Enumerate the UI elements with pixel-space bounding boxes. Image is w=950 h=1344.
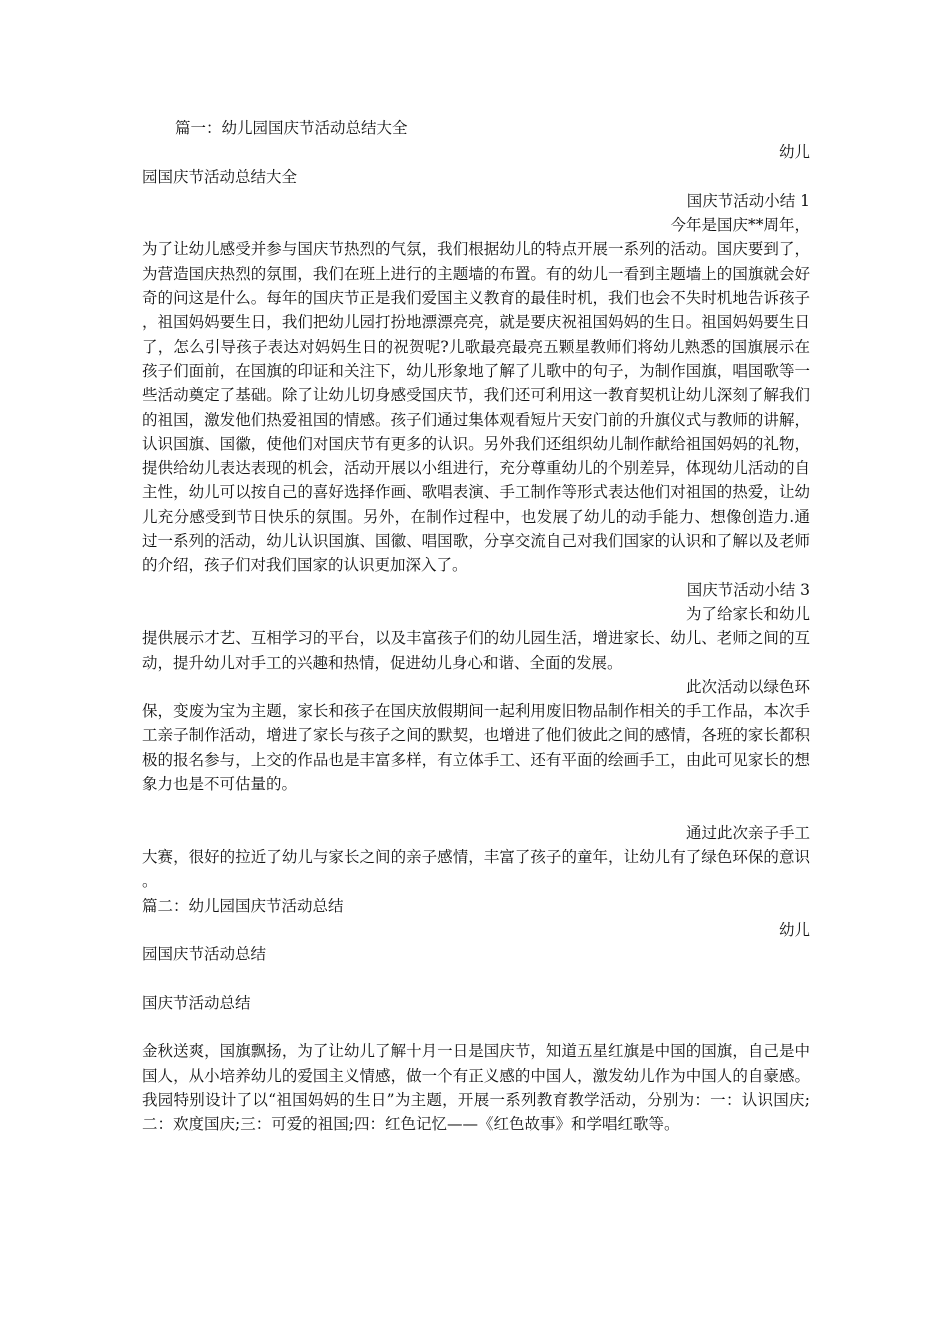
article-two-heading-part1: 幼儿 (778, 920, 810, 939)
summary-three-lead: 为了给家长和幼儿 (685, 604, 810, 623)
summary-one-heading: 国庆节活动小结 1 (686, 191, 810, 210)
document-page (142, 116, 810, 1136)
conclusion-paragraph-body: 大赛，很好的拉近了幼儿与家长之间的亲子感情，丰富了孩子的童年，让幼儿有了绿色环保的意识。 (142, 847, 810, 891)
blank-line (142, 1015, 810, 1039)
article-one-heading-part1: 幼儿 (778, 143, 810, 162)
article-one-title: 篇一：幼儿园国庆节活动总结大全 (175, 119, 408, 137)
article-one-heading-part2: 园国庆节活动总结大全 (142, 167, 298, 186)
summary-one-lead: 今年是国庆**周年， (670, 216, 810, 235)
article-two-subheading: 国庆节活动总结 (142, 993, 251, 1012)
article-two-title: 篇二：幼儿园国庆节活动总结 (142, 896, 344, 915)
article-two-heading-part2: 园国庆节活动总结 (142, 945, 267, 964)
blank-line (142, 966, 810, 990)
summary-three-body: 提供展示才艺、互相学习的平台，以及丰富孩子们的幼儿园生活，增进家长、幼儿、老师之间的互动，提升幼儿对手工的兴趣和热情，促进幼儿身心和谐、全面的发展。 (142, 629, 810, 672)
article-two-body: 金秋送爽，国旗飘扬，为了让幼儿了解十月一日是国庆节，知道五星红旗是中国的国旗，自己是中国人，从小培养幼儿的爱国主义情感，做一个有正义感的中国人，激发幼儿作为中国人的自豪感。我园特别设计了以“祖国妈妈的生日”为主题，开展一系列教育教学活动，分别为：一：认识国庆;二：欢度国庆;三：可爱的祖国;四：红色记忆——《红色故事》和学唱红歌等。 (142, 1042, 810, 1134)
summary-one-body: 为了让幼儿感受并参与国庆节热烈的气氛，我们根据幼儿的特点开展一系列的活动。国庆要到了，为营造国庆热烈的氛围，我们在班上进行的主题墙的布置。有的幼儿一看到主题墙上的国旗就会好奇的问这是什么。每年的国庆节正是我们爱国主义教育的最佳时机，我们也会不失时机地告诉孩子，祖国妈妈要生日，我们把幼儿园打扮地漂漂亮亮，就是要庆祝祖国妈妈的生日。祖国妈妈要生日了，怎么引导孩子表达对妈妈生日的祝贺呢?儿歌最亮最亮五颗星教师们将幼儿熟悉的国旗展示在孩子们面前，在国旗的印证和关注下，幼儿形象地了解了儿歌中的句子，为制作国旗，唱国歌等一些活动奠定了基础。除了让幼儿切身感受国庆节，我们还可利用这一教育契机让幼儿深刻了解我们的祖国，激发他们热爱祖国的情感。孩子们通过集体观看短片天安门前的升旗仪式与教师的讲解，认识国旗、国徽，使他们对国庆节有更多的认识。另外我们还组织幼儿制作献给祖国妈妈的礼物，提供给幼儿表达表现的机会，活动开展以小组进行，充分尊重幼儿的个别差异，体现幼儿活动的自主性，幼儿可以按自己的喜好选择作画、歌唱表演、手工制作等形式表达他们对祖国的热爱，让幼儿充分感受到节日快乐的氛围。另外，在制作过程中，也发展了幼儿的动手能力、想像创造力.通过一系列的活动，幼儿认识国旗、国徽、唱国歌，分享交流自己对我们国家的认识和了解以及老师的介绍，孩子们对我们国家的认识更加深入了。 (142, 240, 810, 575)
conclusion-paragraph-lead: 通过此次亲子手工 (685, 823, 810, 842)
theme-paragraph-lead: 此次活动以绿色环 (685, 677, 810, 696)
blank-line (142, 796, 810, 820)
theme-paragraph-body: 保，变废为宝为主题，家长和孩子在国庆放假期间一起利用废旧物品制作相关的手工作品，本次手工亲子制作活动，增进了家长与孩子之间的默契，也增进了他们彼此之间的感情，各班的家长都积极的报名参与，上交的作品也是丰富多样，有立体手工、还有平面的绘画手工，由此可见家长的想象力也是不可估量的。 (142, 702, 810, 794)
summary-three-heading: 国庆节活动小结 3 (686, 580, 810, 599)
